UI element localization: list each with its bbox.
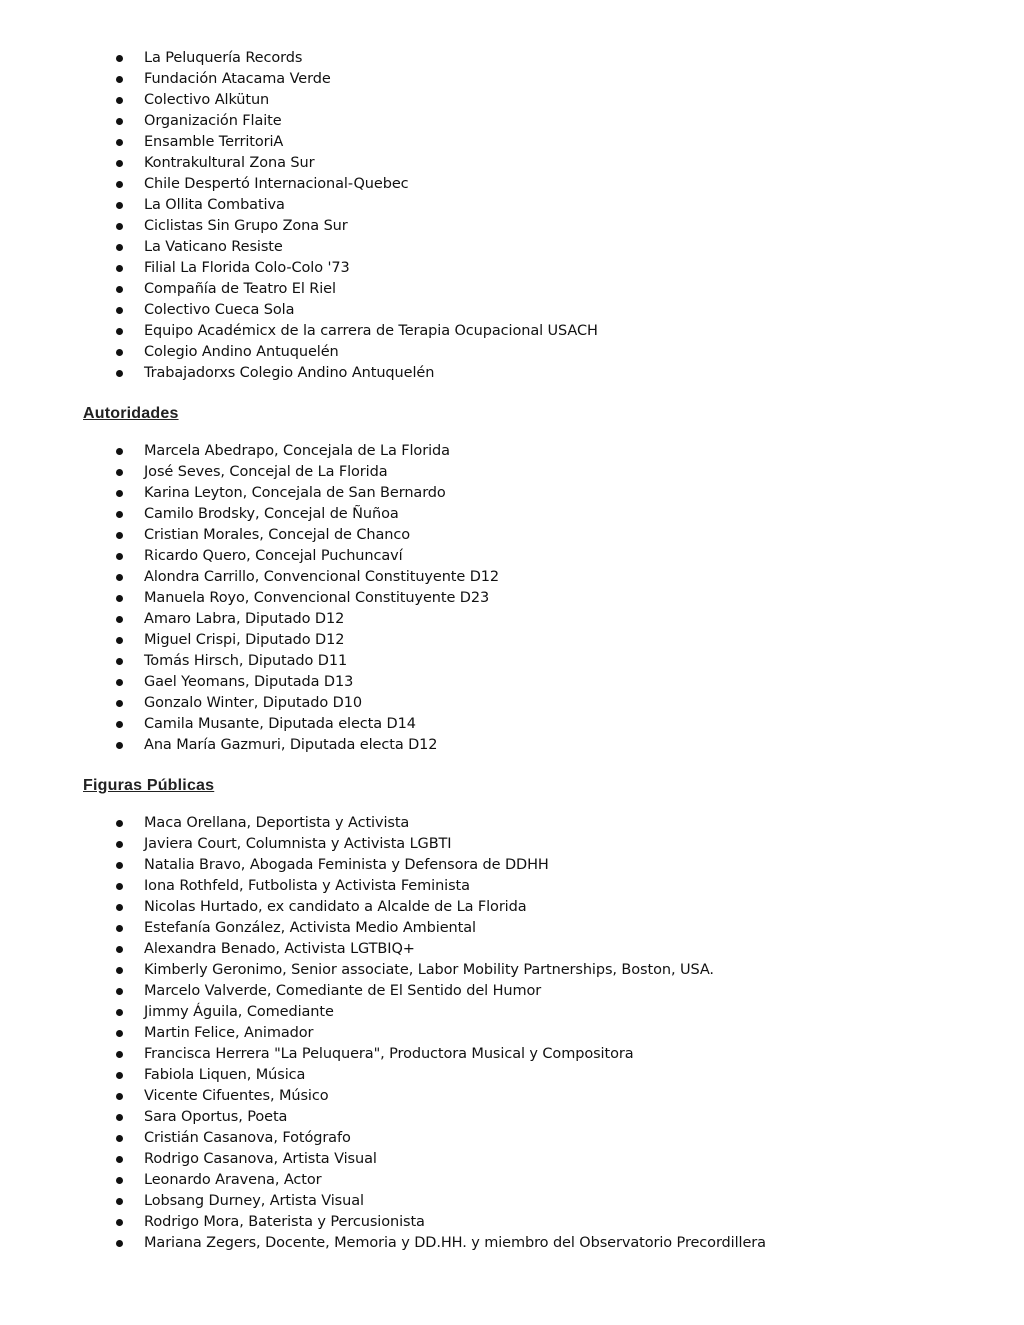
- list-item: [114, 483, 499, 504]
- list-item: [114, 735, 499, 756]
- list-item: [114, 960, 766, 981]
- bullet-icon: [116, 595, 123, 602]
- bullet-icon: [116, 1072, 123, 1079]
- bullet-icon: [116, 820, 123, 827]
- list-item-text: José Seves, Concejal de La Florida: [144, 464, 388, 480]
- list-item-text: Marcelo Valverde, Comediante de El Sentido del Humor: [144, 983, 542, 999]
- list-item: [114, 651, 499, 672]
- bullet-icon: [116, 370, 123, 377]
- list-item: [114, 1128, 766, 1149]
- list-item: [114, 918, 766, 939]
- bullet-icon: [116, 244, 123, 251]
- bullet-icon: [116, 946, 123, 953]
- list-item-text: Filial La Florida Colo-Colo '73: [144, 260, 350, 276]
- bullet-icon: [116, 1240, 123, 1247]
- list-item: [114, 567, 499, 588]
- list-item: [114, 462, 499, 483]
- bullet-icon: [116, 490, 123, 497]
- list-item: [114, 1023, 766, 1044]
- list-item: [114, 588, 499, 609]
- list-item: [114, 363, 598, 384]
- list-item: [114, 342, 598, 363]
- bullet-icon: [116, 1156, 123, 1163]
- list-item-text: Kimberly Geronimo, Senior associate, Labor Mobility Partnerships, Boston, USA.: [144, 962, 714, 978]
- list-item-text: Colectivo Alkütun: [144, 92, 270, 108]
- list-item: [114, 981, 766, 1002]
- list-item-text: Marcela Abedrapo, Concejala de La Florida: [144, 443, 450, 459]
- list-item: [114, 714, 499, 735]
- bullet-icon: [116, 1114, 123, 1121]
- bullet-icon: [116, 679, 123, 686]
- bullet-icon: [116, 118, 123, 125]
- list-item-text: La Vaticano Resiste: [144, 239, 283, 255]
- list-item-text: Estefanía González, Activista Medio Ambiental: [144, 920, 476, 936]
- list-item-text: Karina Leyton, Concejala de San Bernardo: [144, 485, 446, 501]
- list-item-text: Gael Yeomans, Diputada D13: [144, 674, 354, 690]
- list-item: [114, 174, 598, 195]
- bullet-icon: [116, 532, 123, 539]
- list-item: [114, 441, 499, 462]
- list-item: [114, 48, 598, 69]
- bullet-icon: [116, 1219, 123, 1226]
- list-item-text: La Peluquería Records: [144, 50, 303, 66]
- bullet-icon: [116, 700, 123, 707]
- list-item: [114, 897, 766, 918]
- list-item: [114, 1086, 766, 1107]
- list-item-text: Jimmy Águila, Comediante: [144, 1004, 334, 1020]
- list-item-text: Ana María Gazmuri, Diputada electa D12: [144, 737, 438, 753]
- bullet-icon: [116, 553, 123, 560]
- list-item: [114, 321, 598, 342]
- list-item-text: Javiera Court, Columnista y Activista LGBTI: [144, 836, 452, 852]
- list-item-text: Miguel Crispi, Diputado D12: [144, 632, 345, 648]
- bullet-icon: [116, 616, 123, 623]
- bullet-icon: [116, 307, 123, 314]
- bullet-icon: [116, 1030, 123, 1037]
- list-item-text: Camila Musante, Diputada electa D14: [144, 716, 416, 732]
- bullet-icon: [116, 160, 123, 167]
- list-item-text: Francisca Herrera "La Peluquera", Productora Musical y Compositora: [144, 1046, 634, 1062]
- bullet-icon: [116, 1009, 123, 1016]
- bullet-icon: [116, 988, 123, 995]
- list-item-text: Trabajadorxs Colegio Andino Antuquelén: [144, 365, 435, 381]
- bullet-icon: [116, 448, 123, 455]
- list-item-text: Fundación Atacama Verde: [144, 71, 331, 87]
- list-item-text: Fabiola Liquen, Música: [144, 1067, 306, 1083]
- list-item: [114, 813, 766, 834]
- bullet-icon: [116, 658, 123, 665]
- list-item: [114, 69, 598, 90]
- list-item: [114, 693, 499, 714]
- list-item-text: Tomás Hirsch, Diputado D11: [144, 653, 348, 669]
- list-item-text: Maca Orellana, Deportista y Activista: [144, 815, 410, 831]
- list-item: [114, 630, 499, 651]
- bullet-icon: [116, 1093, 123, 1100]
- list-item-text: Sara Oportus, Poeta: [144, 1109, 288, 1125]
- list-item-text: Ricardo Quero, Concejal Puchuncaví: [144, 548, 403, 564]
- list-item: [114, 1191, 766, 1212]
- list-item-text: Leonardo Aravena, Actor: [144, 1172, 322, 1188]
- list-item: [114, 1107, 766, 1128]
- list-item-text: Lobsang Durney, Artista Visual: [144, 1193, 364, 1209]
- bullet-icon: [116, 181, 123, 188]
- list-item-text: Ciclistas Sin Grupo Zona Sur: [144, 218, 348, 234]
- bullet-icon: [116, 721, 123, 728]
- list-item-text: Nicolas Hurtado, ex candidato a Alcalde de La Florida: [144, 899, 527, 915]
- list-item-text: Chile Despertó Internacional-Quebec: [144, 176, 409, 192]
- bullet-icon: [116, 904, 123, 911]
- bullet-icon: [116, 967, 123, 974]
- list-item-text: Ensamble TerritoriA: [144, 134, 284, 150]
- bullet-icon: [116, 925, 123, 932]
- list-item-text: Cristián Casanova, Fotógrafo: [144, 1130, 351, 1146]
- bullet-icon: [116, 76, 123, 83]
- list-item: [114, 258, 598, 279]
- list-item: [114, 672, 499, 693]
- list-item: [114, 1170, 766, 1191]
- list-item: [114, 216, 598, 237]
- bullet-icon: [116, 574, 123, 581]
- bullet-icon: [116, 637, 123, 644]
- bullet-icon: [116, 265, 123, 272]
- bullet-icon: [116, 1051, 123, 1058]
- list-item: [114, 1002, 766, 1023]
- list-item: [114, 195, 598, 216]
- list-item-text: Kontrakultural Zona Sur: [144, 155, 315, 171]
- list-item: [114, 834, 766, 855]
- list-item-text: Alondra Carrillo, Convencional Constituyente D12: [144, 569, 500, 585]
- list-item: [114, 504, 499, 525]
- list-item-text: Cristian Morales, Concejal de Chanco: [144, 527, 411, 543]
- list-item-text: Organización Flaite: [144, 113, 282, 129]
- list-item-text: Manuela Royo, Convencional Constituyente D23: [144, 590, 490, 606]
- list-item: [114, 111, 598, 132]
- list-item-text: Camilo Brodsky, Concejal de Ñuñoa: [144, 506, 399, 522]
- section-heading-figuras-publicas: Figuras Públicas: [83, 777, 215, 794]
- list-item-text: Colegio Andino Antuquelén: [144, 344, 339, 360]
- bullet-icon: [116, 511, 123, 518]
- list-item: [114, 153, 598, 174]
- bullet-icon: [116, 286, 123, 293]
- list-item-text: Colectivo Cueca Sola: [144, 302, 295, 318]
- list-item: [114, 1044, 766, 1065]
- list-item: [114, 525, 499, 546]
- bullet-icon: [116, 223, 123, 230]
- bullet-icon: [116, 862, 123, 869]
- authorities-list: [114, 441, 499, 756]
- list-item-text: Rodrigo Mora, Baterista y Percusionista: [144, 1214, 425, 1230]
- list-item-text: Iona Rothfeld, Futbolista y Activista Feminista: [144, 878, 470, 894]
- bullet-icon: [116, 841, 123, 848]
- list-item-text: La Ollita Combativa: [144, 197, 285, 213]
- list-item-text: Equipo Académicx de la carrera de Terapia Ocupacional USACH: [144, 323, 598, 339]
- organizations-list: [114, 48, 598, 384]
- list-item: [114, 876, 766, 897]
- list-item: [114, 1065, 766, 1086]
- list-item: [114, 1233, 766, 1254]
- bullet-icon: [116, 55, 123, 62]
- list-item: [114, 300, 598, 321]
- list-item-text: Martin Felice, Animador: [144, 1025, 314, 1041]
- bullet-icon: [116, 1135, 123, 1142]
- section-heading-autoridades: Autoridades: [83, 405, 179, 422]
- bullet-icon: [116, 1177, 123, 1184]
- bullet-icon: [116, 349, 123, 356]
- list-item-text: Gonzalo Winter, Diputado D10: [144, 695, 362, 711]
- bullet-icon: [116, 883, 123, 890]
- list-item: [114, 132, 598, 153]
- public-figures-list: [114, 813, 766, 1254]
- list-item-text: Rodrigo Casanova, Artista Visual: [144, 1151, 377, 1167]
- list-item-text: Alexandra Benado, Activista LGTBIQ+: [144, 941, 415, 957]
- list-item: [114, 279, 598, 300]
- bullet-icon: [116, 469, 123, 476]
- bullet-icon: [116, 97, 123, 104]
- bullet-icon: [116, 328, 123, 335]
- list-item: [114, 609, 499, 630]
- bullet-icon: [116, 139, 123, 146]
- list-item: [114, 1212, 766, 1233]
- list-item-text: Natalia Bravo, Abogada Feminista y Defensora de DDHH: [144, 857, 549, 873]
- list-item: [114, 237, 598, 258]
- list-item-text: Amaro Labra, Diputado D12: [144, 611, 345, 627]
- list-item-text: Compañía de Teatro El Riel: [144, 281, 336, 297]
- list-item: [114, 939, 766, 960]
- bullet-icon: [116, 1198, 123, 1205]
- list-item-text: Vicente Cifuentes, Músico: [144, 1088, 329, 1104]
- bullet-icon: [116, 202, 123, 209]
- list-item: [114, 546, 499, 567]
- list-item: [114, 90, 598, 111]
- list-item-text: Mariana Zegers, Docente, Memoria y DD.HH. y miembro del Observatorio Precordillera: [144, 1235, 766, 1251]
- list-item: [114, 1149, 766, 1170]
- bullet-icon: [116, 742, 123, 749]
- list-item: [114, 855, 766, 876]
